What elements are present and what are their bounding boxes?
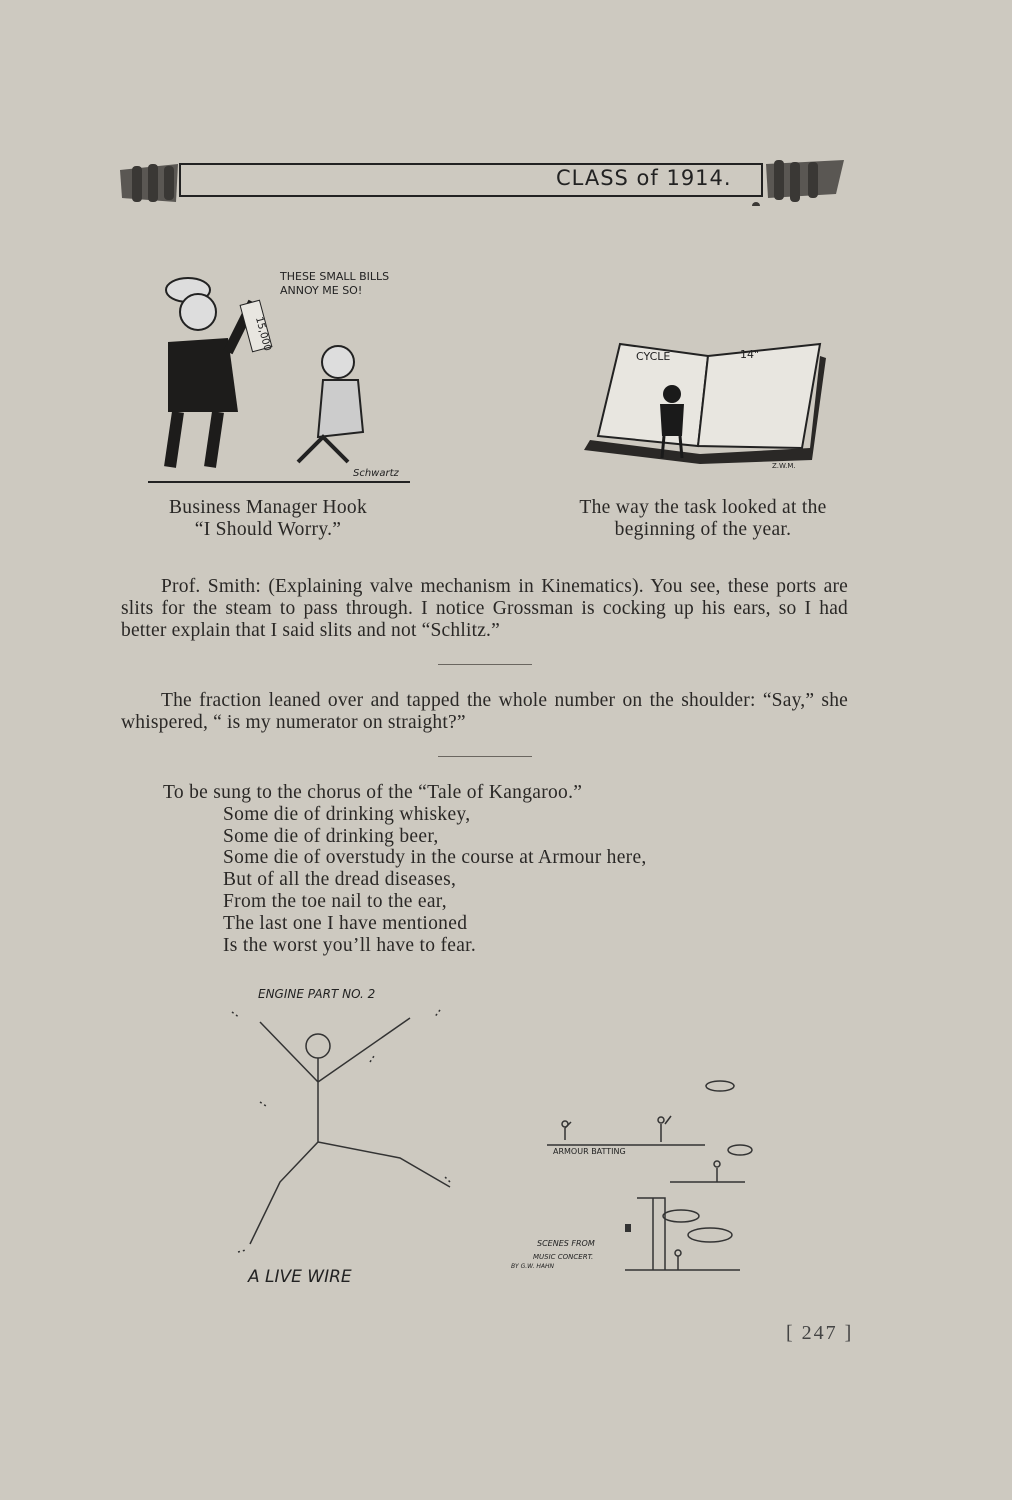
concert-scenes-sketch [505, 1078, 765, 1274]
divider [438, 664, 532, 665]
svg-text:SCENES FROM: SCENES FROM [537, 1239, 595, 1248]
svg-text:14": 14" [740, 348, 760, 361]
poem-line: Some die of overstudy in the course at Armour here, [223, 847, 647, 869]
poem-line: But of all the dread diseases, [223, 869, 457, 891]
joke-paragraph-fraction [121, 690, 848, 734]
poem-line: Some die of drinking beer, [223, 825, 439, 847]
caption-line: The way the task looked at the [579, 497, 827, 518]
svg-text:ANNOY ME SO!: ANNOY ME SO! [280, 284, 363, 297]
svg-text:Schwartz: Schwartz [353, 468, 399, 479]
paragraph-text: Prof. Smith: (Explaining valve mechanism in Kinematics). You see, these ports are slits for the steam to pass through. I notice Grossman is cocking up his ears, so I had better explain that I said slits and not “Schlitz.” [121, 576, 848, 641]
header-title: CLASS of 1914. [556, 166, 732, 190]
poem-intro: To be sung to the chorus of the “Tale of Kangaroo.” [163, 782, 583, 803]
poem-line: Some die of drinking whiskey, [223, 803, 471, 825]
caption-line: Business Manager Hook [168, 497, 368, 518]
caption-line: “I Should Worry.” [194, 519, 342, 540]
svg-text:15,000: 15,000 [252, 315, 273, 353]
poem-line: The last one I have mentioned [223, 912, 468, 934]
page-number: [ 247 ] [786, 1322, 854, 1344]
svg-text:ARMOUR BATTING: ARMOUR BATTING [553, 1147, 626, 1156]
caption-line: beginning of the year. [614, 519, 792, 540]
live-wire-sketch [220, 982, 470, 1288]
book-caption [548, 497, 858, 541]
paragraph-text: The fraction leaned over and tapped the whole number on the shoulder: “Say,” she whispered, “ is my numerator on straight?” [121, 690, 848, 733]
business-manager-cartoon [148, 262, 418, 486]
joke-paragraph-kinematics [121, 576, 848, 642]
svg-text:THESE SMALL BILLS: THESE SMALL BILLS [280, 270, 390, 283]
svg-text:MUSIC CONCERT.: MUSIC CONCERT. [533, 1253, 594, 1261]
poem-line: From the toe nail to the ear, [223, 890, 447, 912]
divider [438, 756, 532, 757]
svg-text:CYCLE: CYCLE [636, 350, 671, 363]
svg-text:Z.W.M.: Z.W.M. [772, 462, 796, 470]
song-poem [163, 782, 647, 956]
poem-line: Is the worst you’ll have to fear. [223, 934, 477, 956]
svg-text:A LIVE WIRE: A LIVE WIRE [248, 1267, 352, 1287]
svg-text:BY G.W. HAHN: BY G.W. HAHN [511, 1263, 555, 1270]
header-banner [118, 158, 846, 206]
manager-caption [118, 497, 418, 541]
book-cartoon [580, 336, 828, 470]
svg-text:ENGINE PART NO. 2: ENGINE PART NO. 2 [258, 987, 376, 1001]
